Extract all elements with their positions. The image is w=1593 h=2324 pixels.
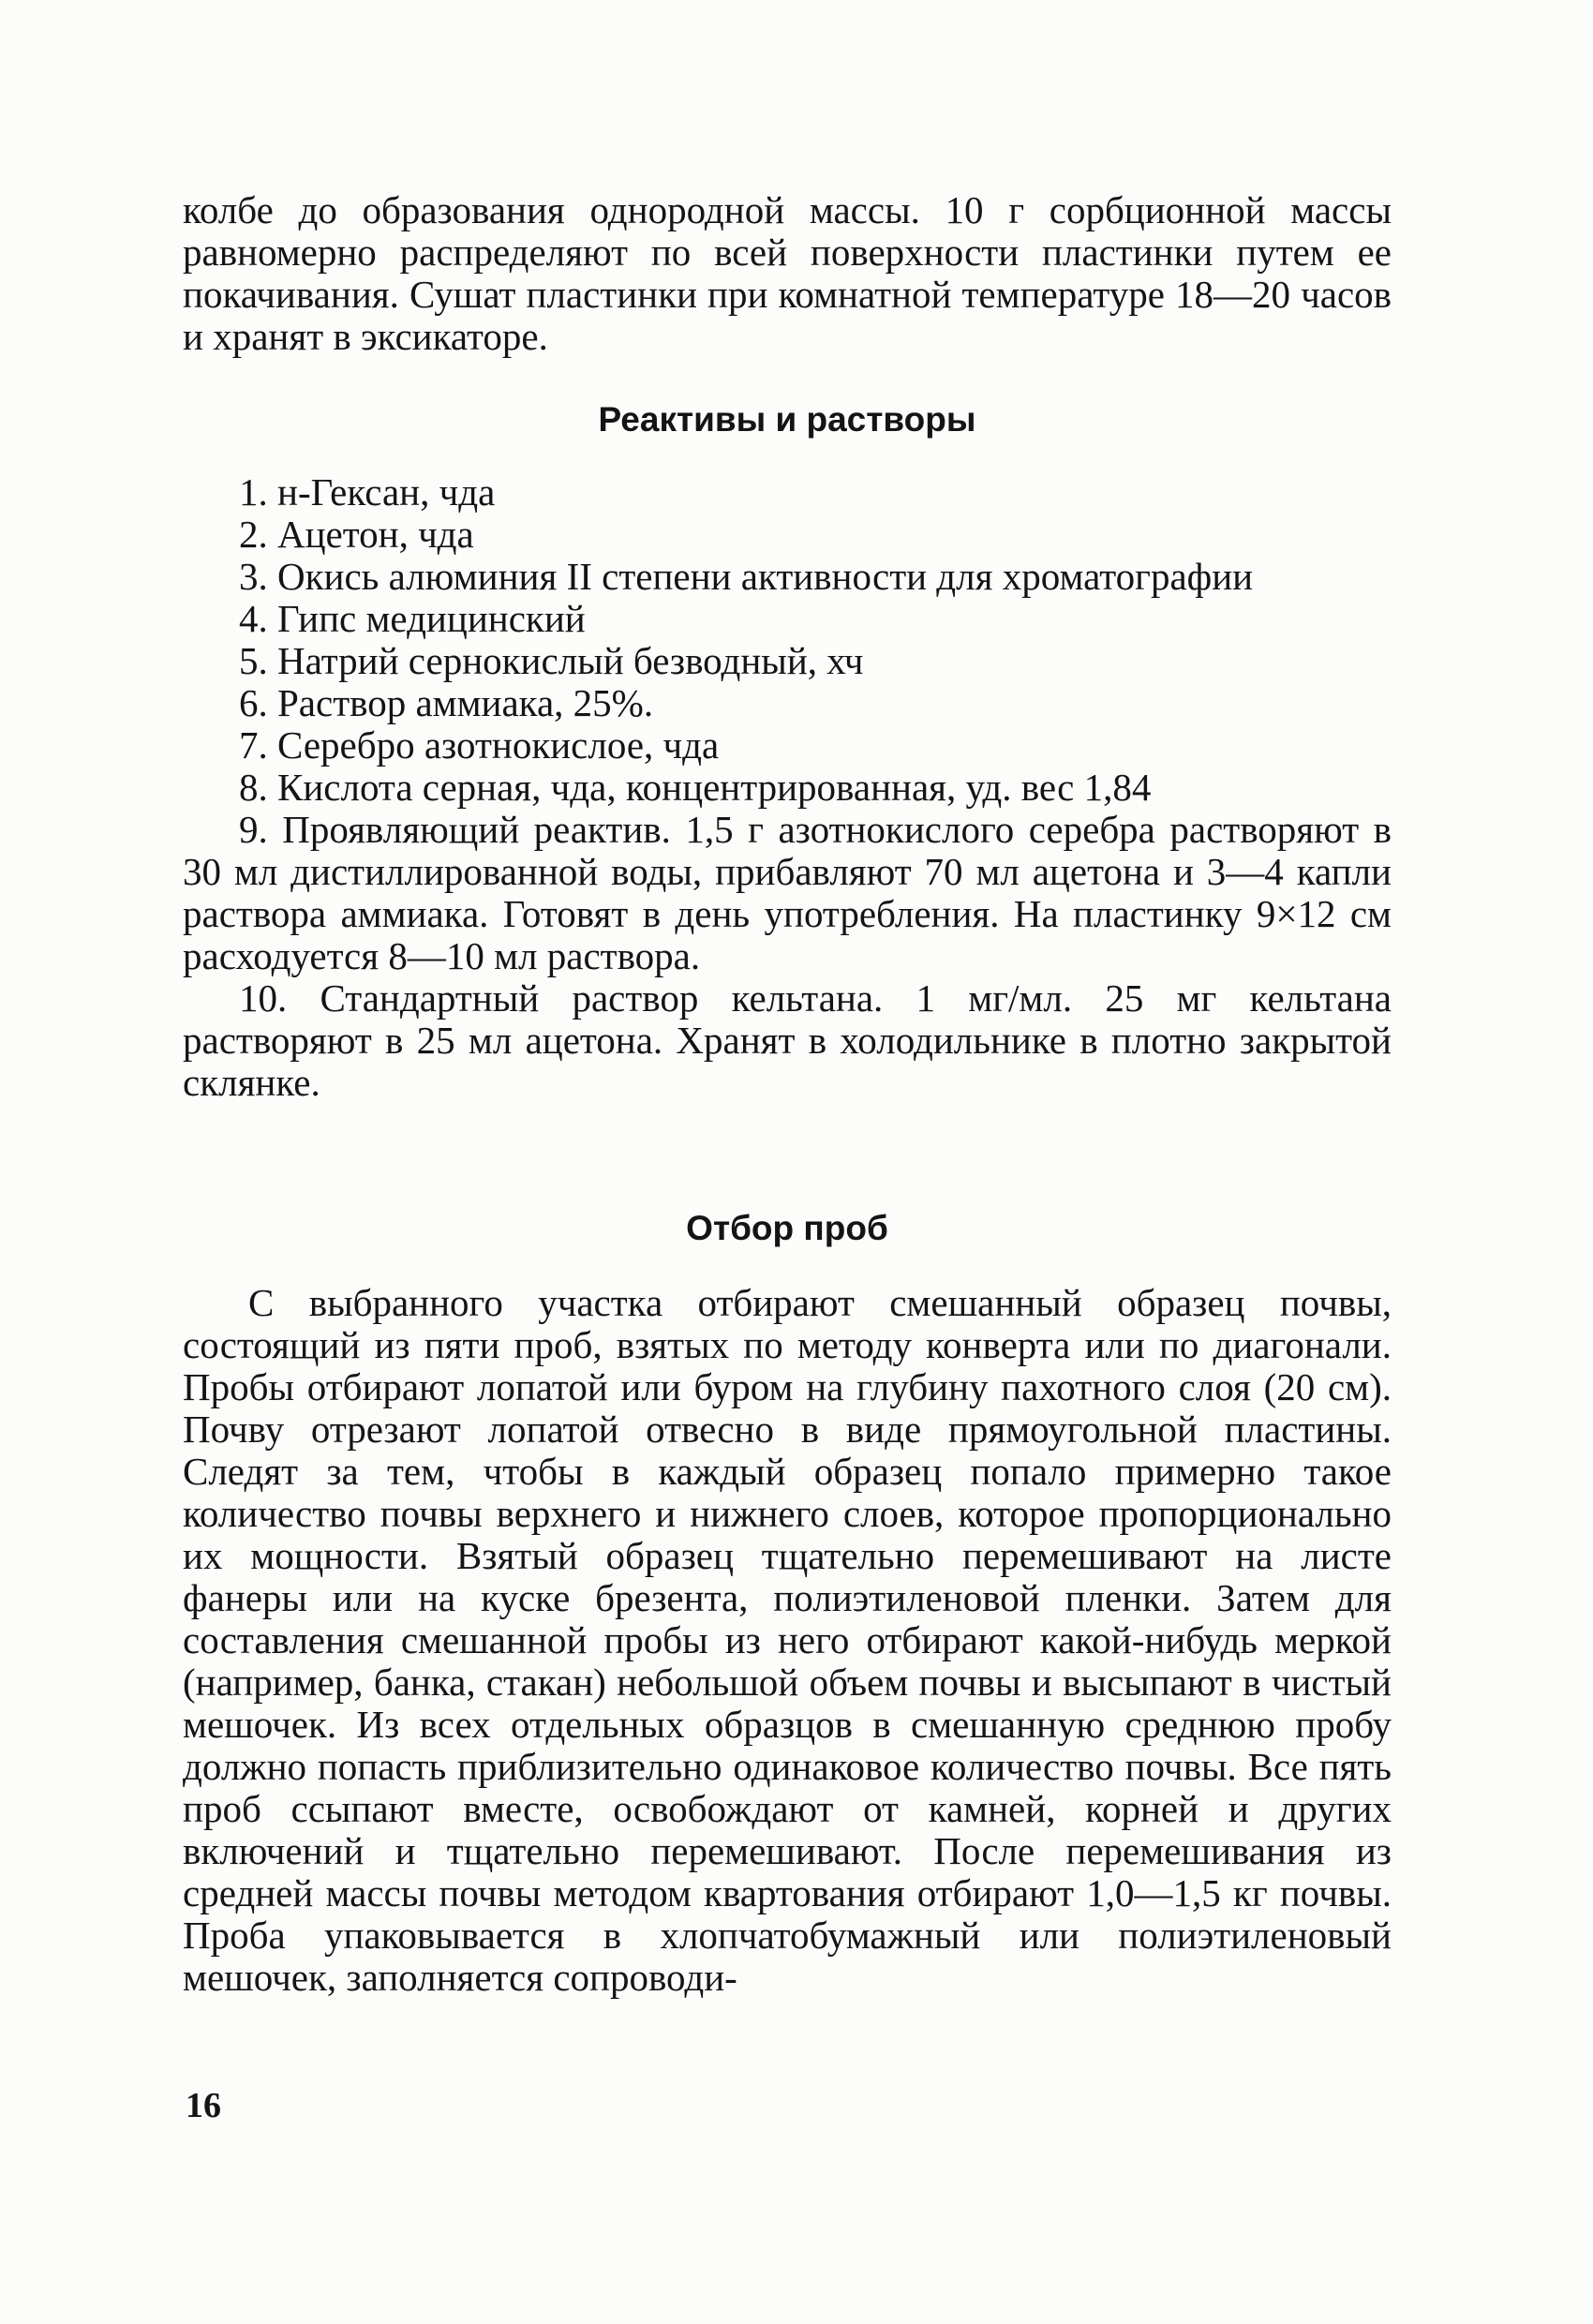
reagent-item	[183, 471, 1392, 514]
reagent-text: Кислота серная, чда, концентрированная, уд. вес 1,84	[277, 766, 1152, 809]
reagent-item	[183, 767, 1392, 809]
reagent-item	[183, 556, 1392, 598]
reagent-item	[183, 809, 1392, 977]
reagent-item	[183, 514, 1392, 556]
sampling-paragraph-text: С выбранного участка отбирают смешанный образец почвы, состоящий из пяти проб, взятых по методу конверта или по диагонали. Пробы отбирают лопатой или буром на глубину пахотного слоя (20 см). Почву отрезают лопатой отвесно в виде прямоугольной пластины. Следят за тем, чтобы в каждый образец попало примерно такое количество почвы верхнего и нижнего слоев, которое пропорционально их мощности. Взятый образец тщательно перемешивают на листе фанеры или на куске брезента, полиэтиленовой пленки. Затем для составления смешанной пробы из него отбирают какой-нибудь меркой (например, банка, стакан) небольшой объем почвы и высыпают в чистый мешочек. Из всех отдельных образцов в смешанную среднюю пробу должно попасть приблизительно одинаковое количество почвы. Все пять проб ссыпают вместе, освобождают от камней, корней и других включений и тщательно перемешивают. После перемешивания из средней массы почвы методом квартования отбирают 1,0—1,5 кг почвы. Проба упаковывается в хлопчатобумажный или полиэтиленовый мешочек, заполняется сопроводи-	[183, 1281, 1392, 1999]
reagent-text: Окись алюминия II степени активности для хроматографии	[277, 555, 1254, 598]
reagents-list	[183, 471, 1392, 1104]
reagent-item	[183, 977, 1392, 1104]
reagents-list-block	[183, 471, 1392, 1104]
reagent-item	[183, 682, 1392, 724]
reagent-text: Проявляющий реактив. 1,5 г азотнокислого серебра растворяют в 30 мл дистиллированной воды, прибавляют 70 мл ацетона и 3—4 капли раствора аммиака. Готовят в день употребления. На пластинку 9×12 см расходуется 8—10 мл раствора.	[183, 808, 1392, 977]
reagent-item	[183, 640, 1392, 682]
reagent-number: 1.	[239, 470, 268, 514]
intro-paragraph	[183, 189, 1392, 358]
reagent-number: 5.	[239, 639, 268, 682]
reagent-number: 3.	[239, 555, 268, 598]
reagent-number: 4.	[239, 597, 268, 640]
reagent-text: Натрий сернокислый безводный, хч	[277, 639, 864, 682]
reagent-text: Серебро азотнокислое, чда	[277, 723, 720, 767]
reagent-number: 10.	[239, 976, 288, 1020]
reagent-item	[183, 724, 1392, 767]
reagent-text: н-Гексан, чда	[277, 470, 496, 514]
reagents-heading: Реактивы и растворы	[598, 400, 976, 439]
reagent-number: 8.	[239, 766, 268, 809]
reagent-item	[183, 598, 1392, 640]
reagent-text: Гипс медицинский	[277, 597, 586, 640]
reagent-number: 9.	[239, 808, 268, 851]
reagent-number: 7.	[239, 723, 268, 767]
sampling-paragraph	[183, 1282, 1392, 1999]
sampling-heading: Отбор проб	[686, 1209, 888, 1247]
reagent-text: Стандартный раствор кельтана. 1 мг/мл. 25 мг кельтана растворяют в 25 мл ацетона. Хранят в холодильнике в плотно закрытой склянке.	[183, 976, 1392, 1104]
reagent-text: Ацетон, чда	[277, 513, 474, 556]
reagent-number: 2.	[239, 513, 268, 556]
page-number: 16	[186, 2086, 221, 2125]
intro-paragraph-text: колбе до образования однородной массы. 10 г сорбционной массы равномерно распределяют по всей поверхности пластинки путем ее покачивания. Сушат пластинки при комнатной температуре 18—20 часов и хранят в эксикаторе.	[183, 188, 1392, 358]
reagent-number: 6.	[239, 681, 268, 724]
reagent-text: Раствор аммиака, 25%.	[277, 681, 654, 724]
